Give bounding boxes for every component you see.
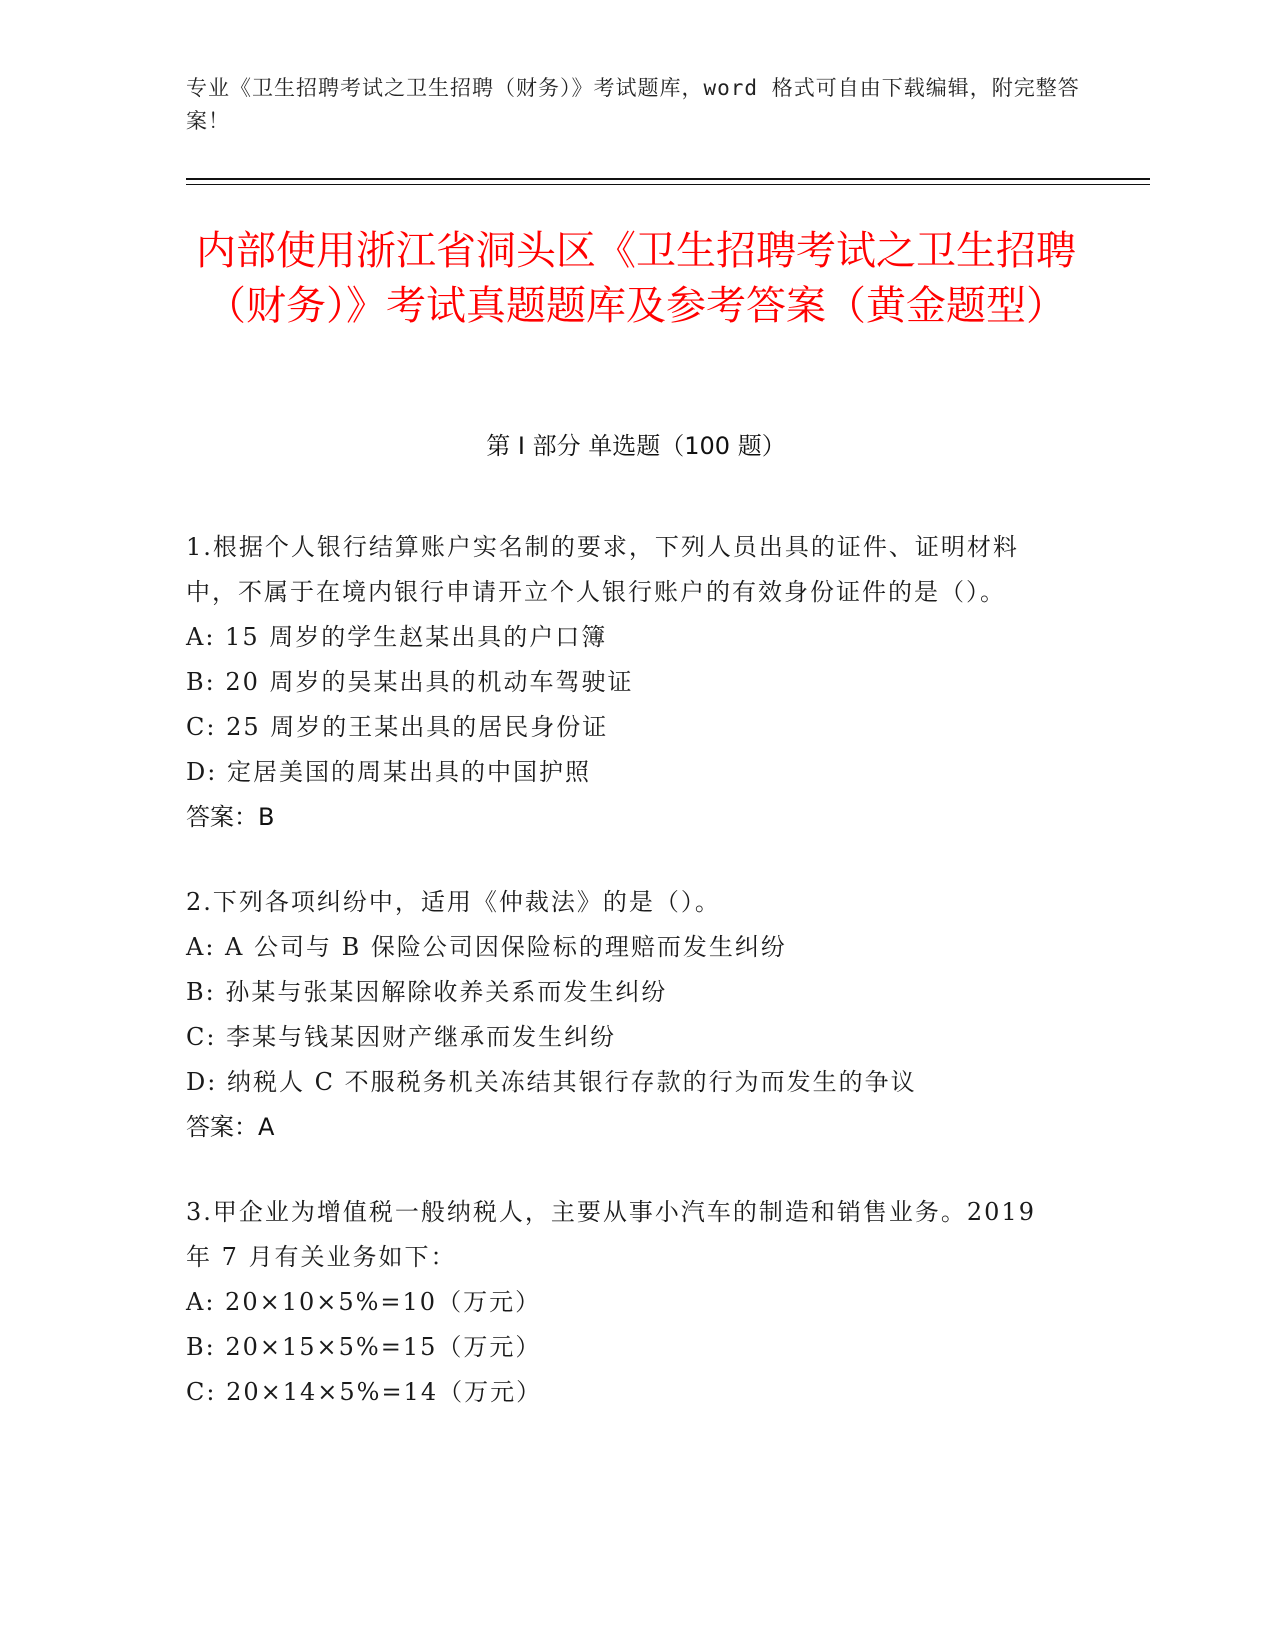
question-1	[186, 525, 1066, 840]
answer-line: 答案：A	[186, 1113, 275, 1141]
option-c: C: 李某与钱某因财产继承而发生纠纷	[186, 1023, 617, 1051]
option-a: A: 15 周岁的学生赵某出具的户口簿	[186, 623, 608, 651]
option-b: B: 20 周岁的吴某出具的机动车驾驶证	[186, 668, 634, 696]
option-b: B: 孙某与张某因解除收养关系而发生纠纷	[186, 978, 668, 1006]
option-a: A: 20×10×5%=10（万元）	[186, 1288, 542, 1316]
question-stem: 1.根据个人银行结算账户实名制的要求，下列人员出具的证件、证明材料中，不属于在境内银行申请开立个人银行账户的有效身份证件的是（）。	[186, 533, 1019, 606]
option-b: B: 20×15×5%=15（万元）	[186, 1333, 542, 1361]
option-c: C: 20×14×5%=14（万元）	[186, 1378, 543, 1406]
header-rule-thick	[186, 178, 1150, 180]
question-list	[186, 525, 1066, 1455]
question-2	[186, 880, 1066, 1150]
section-heading: 第 I 部分 单选题（100 题）	[486, 432, 786, 460]
question-3	[186, 1190, 1066, 1415]
header-rule-thin	[186, 184, 1150, 185]
option-c: C: 25 周岁的王某出具的居民身份证	[186, 713, 609, 741]
answer-line: 答案：B	[186, 803, 275, 831]
question-stem: 3.甲企业为增值税一般纳税人，主要从事小汽车的制造和销售业务。2019 年 7 月有关业务如下：	[186, 1198, 1036, 1271]
option-a: A: A 公司与 B 保险公司因保险标的理赔而发生纠纷	[186, 933, 787, 961]
document-title: 内部使用浙江省洞头区《卫生招聘考试之卫生招聘（财务）》考试真题题库及参考答案（黄金题型）	[196, 228, 1076, 329]
option-d: D: 纳税人 C 不服税务机关冻结其银行存款的行为而发生的争议	[186, 1068, 917, 1096]
option-d: D: 定居美国的周某出具的中国护照	[186, 758, 591, 786]
header-note: 专业《卫生招聘考试之卫生招聘（财务）》考试题库，word 格式可自由下载编辑，附完整答案！	[186, 76, 1080, 133]
question-stem: 2.下列各项纠纷中，适用《仲裁法》的是（）。	[186, 888, 721, 916]
